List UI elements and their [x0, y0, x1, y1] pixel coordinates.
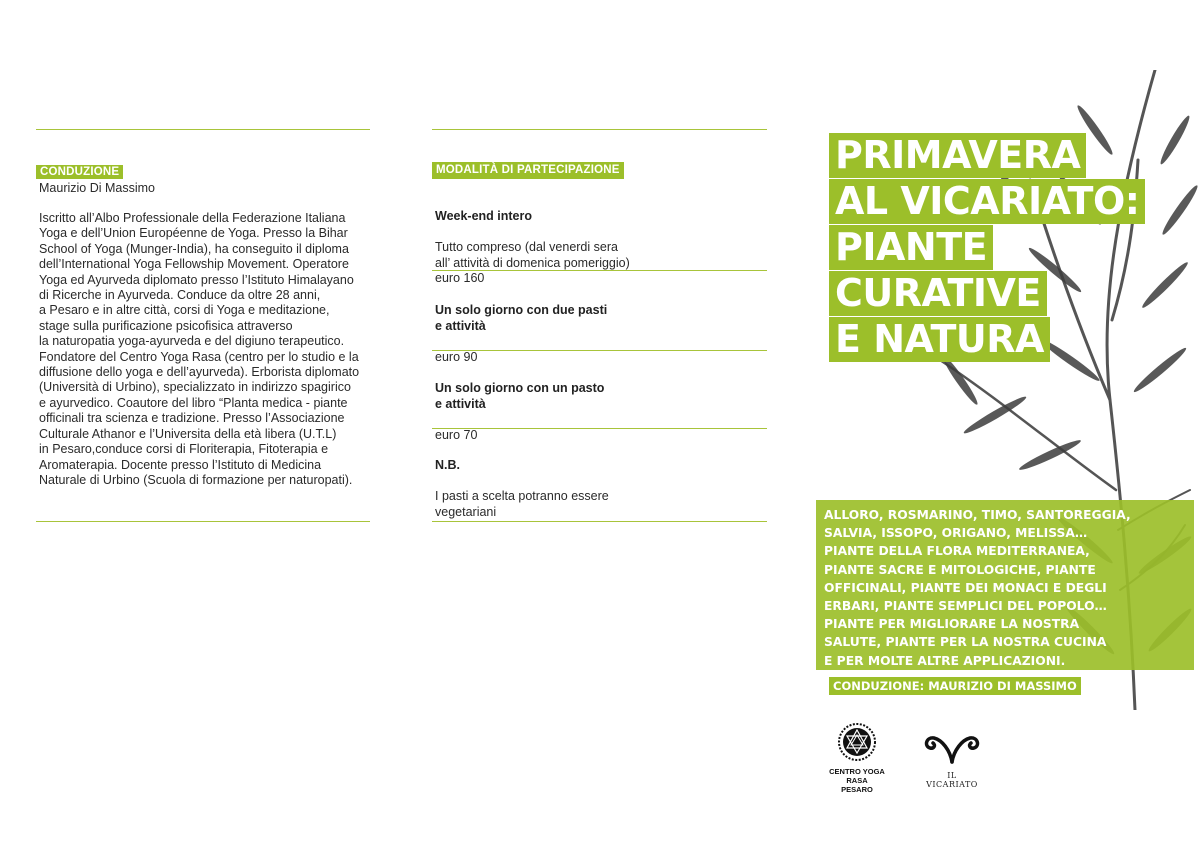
option-title: Week-end intero — [435, 209, 533, 224]
logo-label: PESARO — [841, 785, 873, 794]
conduction-tag: CONDUZIONE — [36, 165, 123, 179]
conductor-bio: Iscritto all’Albo Professionale della Federazione Italiana Yoga e dell’Union Européenne de Yoga. Presso la Bihar School of Yoga (Munger-India), ha conseguito il diploma dell’International Yoga Fellowship Movement. Operatore Yoga ed Ayurveda diplomato presso l’Istituto Himalayano di Ricerche in Ayurveda. Conduce da oltre 28 anni, a Pesaro e in altre città, corsi di Yoga e meditazione, stage sulla purificazione psicofisica attraverso la naturopatia yoga-ayurveda e del digiuno terapeutico. Fondatore del Centro Yoga Rasa (centro per lo studio e la diffusione dello yoga e dell’ayurveda). Erborista diplomato (Università di Urbino), specializzato in indirizzo spagirico e ayurvedico. Coautore del libro “Planta medica - piante officinali tra scienza e tradizione. Presso l’Associazione Culturale Athanor e l’Universita della età libera (U.T.L) in Pesaro,conduce corsi di Floriterapia, Fitoterapia e Aromaterapia. Docente presso l’Istituto di Medicina Naturale di Urbino (Scuola di formazione per naturopati). — [39, 211, 360, 487]
yantra-icon — [837, 722, 877, 762]
participation-tag: MODALITÀ DI PARTECIPAZIONE — [432, 162, 624, 179]
option-body: Tutto compreso (dal venerdi sera all’ attività di domenica pomeriggio) euro 160 — [435, 240, 630, 286]
option-title: Un solo giorno con un pasto e attività — [435, 381, 605, 411]
option-title: N.B. — [435, 458, 460, 473]
divider — [432, 129, 767, 130]
option-body: euro 90 — [435, 349, 478, 364]
yoga-rasa-logo — [827, 722, 887, 794]
cover-title — [829, 133, 1145, 363]
title-line: AL VICARIATO: — [829, 179, 1145, 224]
option-title: Un solo giorno con due pasti e attività — [435, 303, 608, 333]
ram-horns-icon — [922, 728, 982, 766]
conduction-section — [36, 162, 381, 488]
conductor-name: Maurizio Di Massimo — [39, 181, 155, 195]
title-line: CURATIVE — [829, 271, 1047, 316]
option-body: euro 70 — [435, 427, 478, 442]
option-note — [435, 443, 765, 535]
logo-label: IL VICARIATO — [926, 771, 978, 789]
option-body: I pasti a scelta potranno essere vegetariani — [435, 489, 609, 519]
cover-conduction-line: CONDUZIONE: MAURIZIO DI MASSIMO — [829, 677, 1081, 695]
participation-section — [432, 162, 772, 179]
cover-description: ALLORO, ROSMARINO, TIMO, SANTOREGGIA, SALVIA, ISSOPO, ORIGANO, MELISSA… PIANTE DELLA FLORA MEDITERRANEA, PIANTE SACRE E MITOLOGICHE, PIANTE OFFICINALI, PIANTE DEI MONACI E DEGLI ERBARI, PIANTE SEMPLICI DEL POPOLO… PIANTE PER MIGLIORARE LA NOSTRA SALUTE, PIANTE PER LA NOSTRA CUCINA E PER MOLTE ALTRE APPLICAZIONI. — [816, 500, 1194, 670]
logo-label: CENTRO YOGA RASA — [829, 767, 885, 785]
option-weekend — [435, 194, 765, 302]
vicariato-logo — [922, 728, 982, 789]
title-line: PIANTE — [829, 225, 993, 270]
title-line: PRIMAVERA — [829, 133, 1086, 178]
divider — [36, 129, 370, 130]
divider — [36, 521, 370, 522]
title-line: E NATURA — [829, 317, 1050, 362]
